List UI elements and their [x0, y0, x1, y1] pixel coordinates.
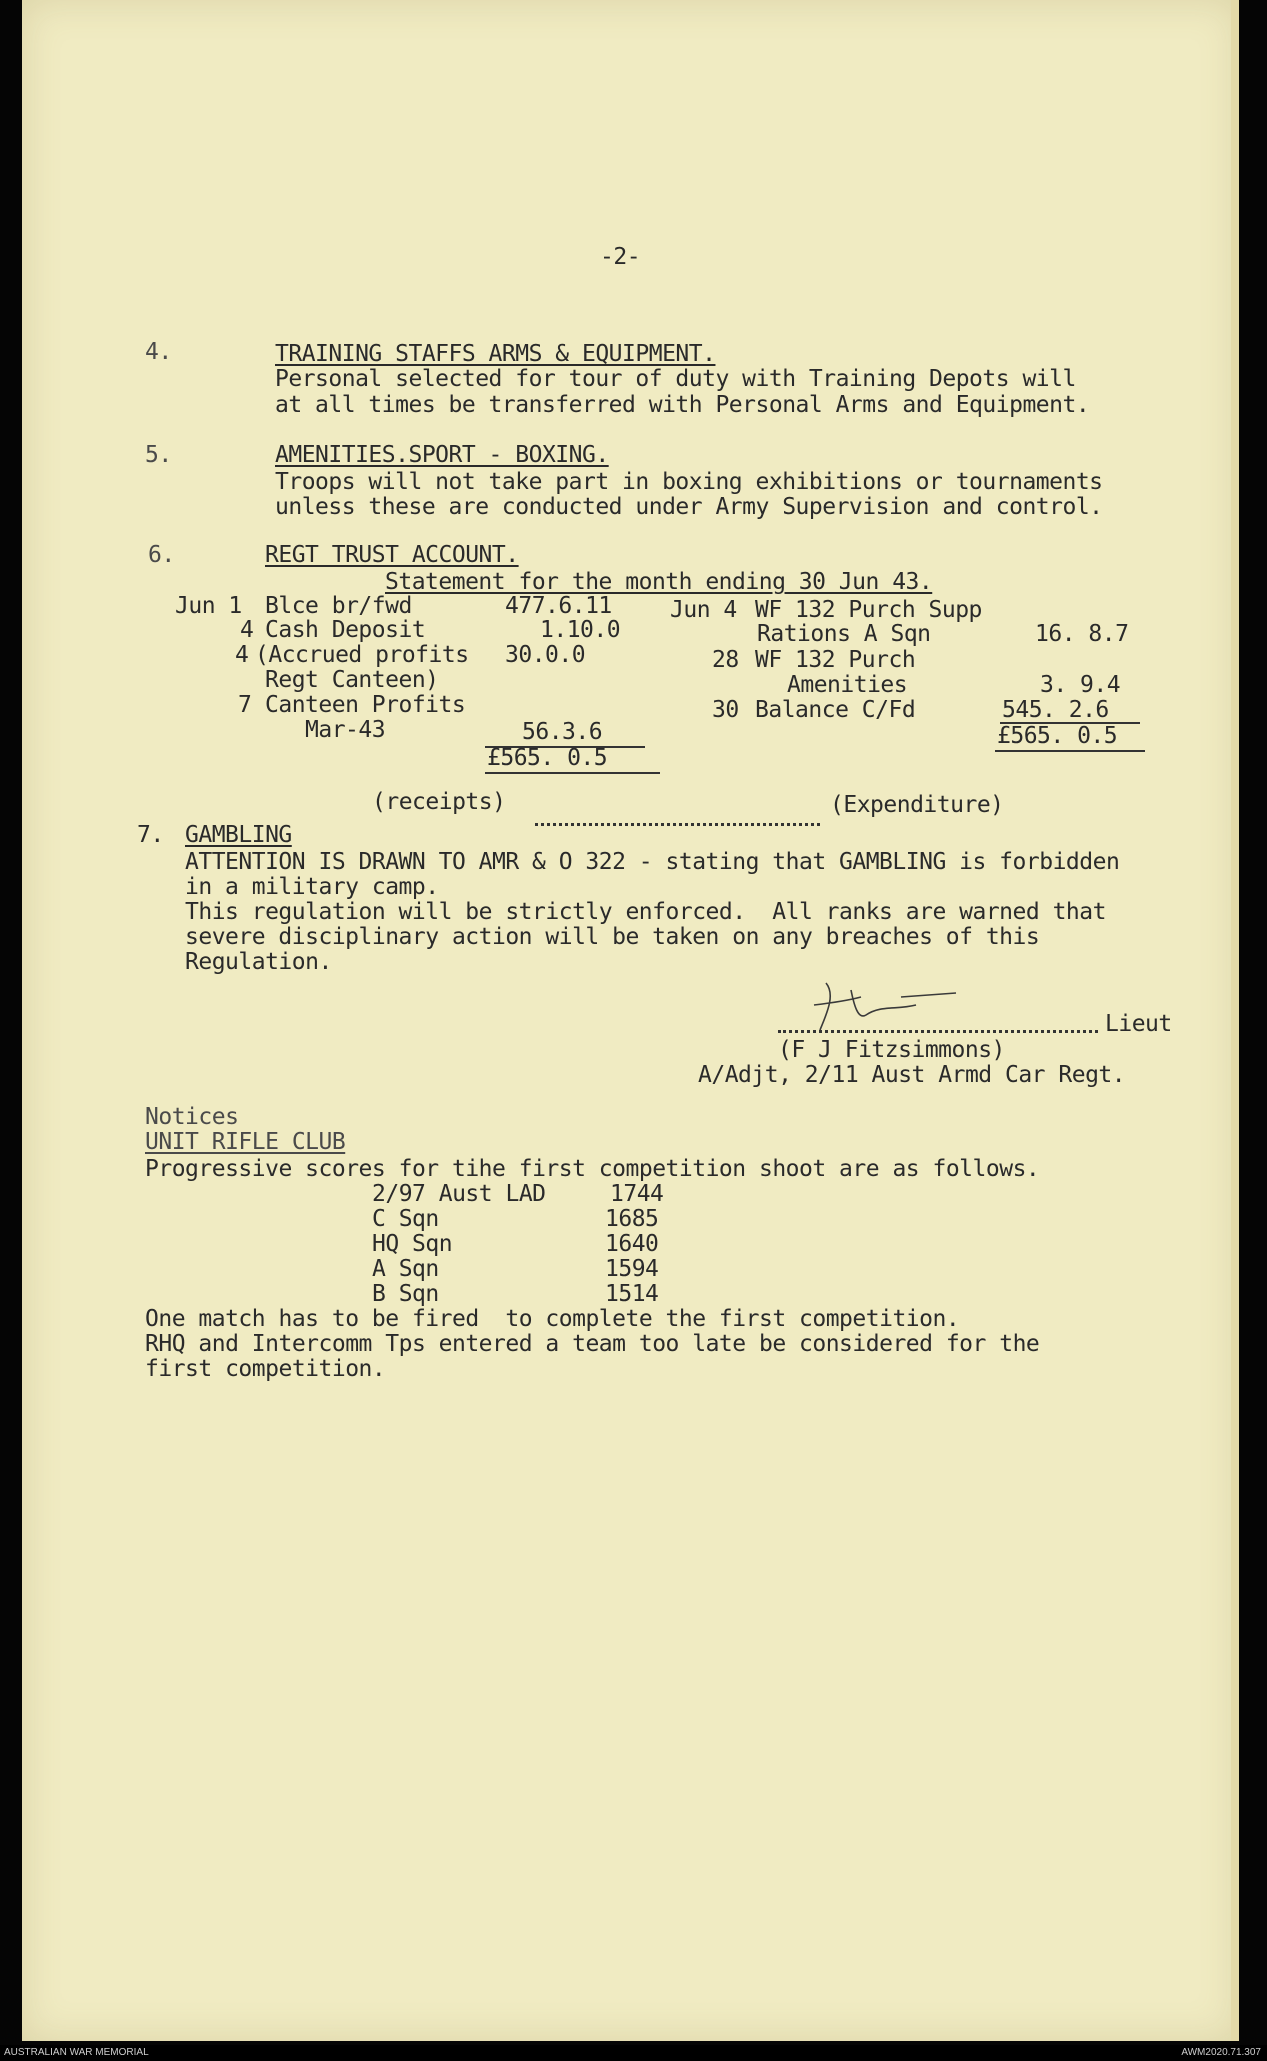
archive-footer [0, 2045, 1267, 2061]
page-number: -2- [600, 244, 641, 270]
score-unit: A Sqn [372, 1256, 439, 1282]
section-4-number: 4. [145, 339, 172, 365]
expenditure-amount: 3. 9.4 [1040, 672, 1121, 698]
score-value: 1685 [605, 1206, 659, 1232]
receipt-amount: 477.6.11 [505, 593, 612, 619]
closing-line-1: One match has to be fired to complete the first competition. [145, 1306, 960, 1332]
score-value: 1594 [605, 1256, 659, 1282]
receipt-date: 4 [240, 617, 254, 643]
score-value: 1514 [605, 1281, 659, 1307]
receipts-total: £565. 0.5 [487, 745, 608, 771]
score-unit: HQ Sqn [372, 1231, 453, 1257]
receipt-amount: 1.10.0 [540, 617, 621, 643]
signature-title: A/Adjt, 2/11 Aust Armd Car Regt. [698, 1062, 1126, 1088]
section-6-number: 6. [148, 542, 175, 568]
expenditure-desc: WF 132 Purch [755, 647, 916, 673]
expenditure-date: Jun 4 [670, 597, 737, 623]
expenditure-date: 30 [712, 697, 739, 723]
expenditure-amount: 16. 8.7 [1035, 621, 1129, 647]
receipt-desc: Cash Deposit [265, 617, 426, 643]
footer-reference: AWM2020.71.307 [1181, 2047, 1261, 2058]
receipt-amount: 56.3.6 [522, 719, 603, 745]
section-4-line-2: at all times be transferred with Personal Arms and Equipment. [275, 392, 1090, 418]
expenditure-desc: Rations A Sqn [757, 621, 931, 647]
page-edge [1231, 0, 1239, 2041]
section-5-line-1: Troops will not take part in boxing exhibitions or tournaments [275, 469, 1103, 495]
expenditure-desc: Amenities [787, 672, 908, 698]
section-5-number: 5. [145, 442, 172, 468]
expenditure-label: (Expenditure) [830, 792, 1004, 818]
section-5-line-2: unless these are conducted under Army Supervision and control. [275, 494, 1103, 520]
expenditure-desc: Balance C/Fd [755, 697, 916, 723]
notices-intro: Progressive scores for tihe first competition shoot are as follows. [145, 1156, 1040, 1182]
section-7-line-3: This regulation will be strictly enforced. All ranks are warned that [185, 899, 1106, 925]
signature-dotted-line [778, 1030, 1098, 1033]
receipt-desc: Mar-43 [305, 717, 386, 743]
score-value: 1640 [605, 1231, 659, 1257]
section-6-heading: REGT TRUST ACCOUNT. [265, 542, 519, 568]
notices-heading: Notices [145, 1104, 239, 1130]
receipt-date: 7 [238, 692, 252, 718]
section-7-heading: GAMBLING [185, 822, 292, 848]
signature-rank: Lieut [1105, 1011, 1172, 1037]
score-unit: B Sqn [372, 1281, 439, 1307]
expenditure-total: £565. 0.5 [997, 723, 1118, 749]
receipt-amount: 30.0.0 [505, 642, 586, 668]
receipt-desc: Regt Canteen) [265, 667, 439, 693]
score-value: 1744 [610, 1181, 664, 1207]
section-7-line-1: ATTENTION IS DRAWN TO AMR & O 322 - stating that GAMBLING is forbidden [185, 849, 1120, 875]
section-4-heading: TRAINING STAFFS ARMS & EQUIPMENT. [275, 341, 716, 367]
score-unit: 2/97 Aust LAD [372, 1181, 546, 1207]
receipt-date: 4 [235, 642, 249, 668]
receipt-date: Jun 1 [175, 593, 242, 619]
closing-line-3: first competition. [145, 1356, 386, 1382]
receipts-total-rule [485, 772, 660, 774]
section-4-line-1: Personal selected for tour of duty with Training Depots will [275, 366, 1076, 392]
document-page [22, 0, 1239, 2041]
section-7-line-4: severe disciplinary action will be taken on any breaches of this [185, 924, 1040, 950]
section-7-line-2: in a military camp. [185, 874, 439, 900]
receipt-desc: Canteen Profits [265, 692, 466, 718]
receipt-desc: (Accrued profits [255, 642, 469, 668]
statement-title: Statement for the month ending 30 Jun 43. [385, 569, 933, 595]
signature-name: (F J Fitzsimmons) [778, 1037, 1005, 1063]
section-7-line-5: Regulation. [185, 949, 332, 975]
dotted-separator [535, 823, 820, 826]
score-unit: C Sqn [372, 1206, 439, 1232]
section-7-number: 7. [137, 822, 164, 848]
receipt-desc: Blce br/fwd [265, 593, 412, 619]
receipts-label: (receipts) [372, 789, 506, 815]
expenditure-desc: WF 132 Purch Supp [755, 597, 982, 623]
expenditure-amount: 545. 2.6 [1002, 697, 1109, 723]
expenditure-total-rule [995, 750, 1145, 752]
rifle-club-heading: UNIT RIFLE CLUB [145, 1129, 346, 1155]
closing-line-2: RHQ and Intercomm Tps entered a team too late be considered for the [145, 1331, 1040, 1357]
expenditure-date: 28 [712, 647, 739, 673]
section-5-heading: AMENITIES.SPORT - BOXING. [275, 442, 609, 468]
footer-source: AUSTRALIAN WAR MEMORIAL [4, 2047, 149, 2058]
handwritten-signature [806, 975, 976, 1035]
